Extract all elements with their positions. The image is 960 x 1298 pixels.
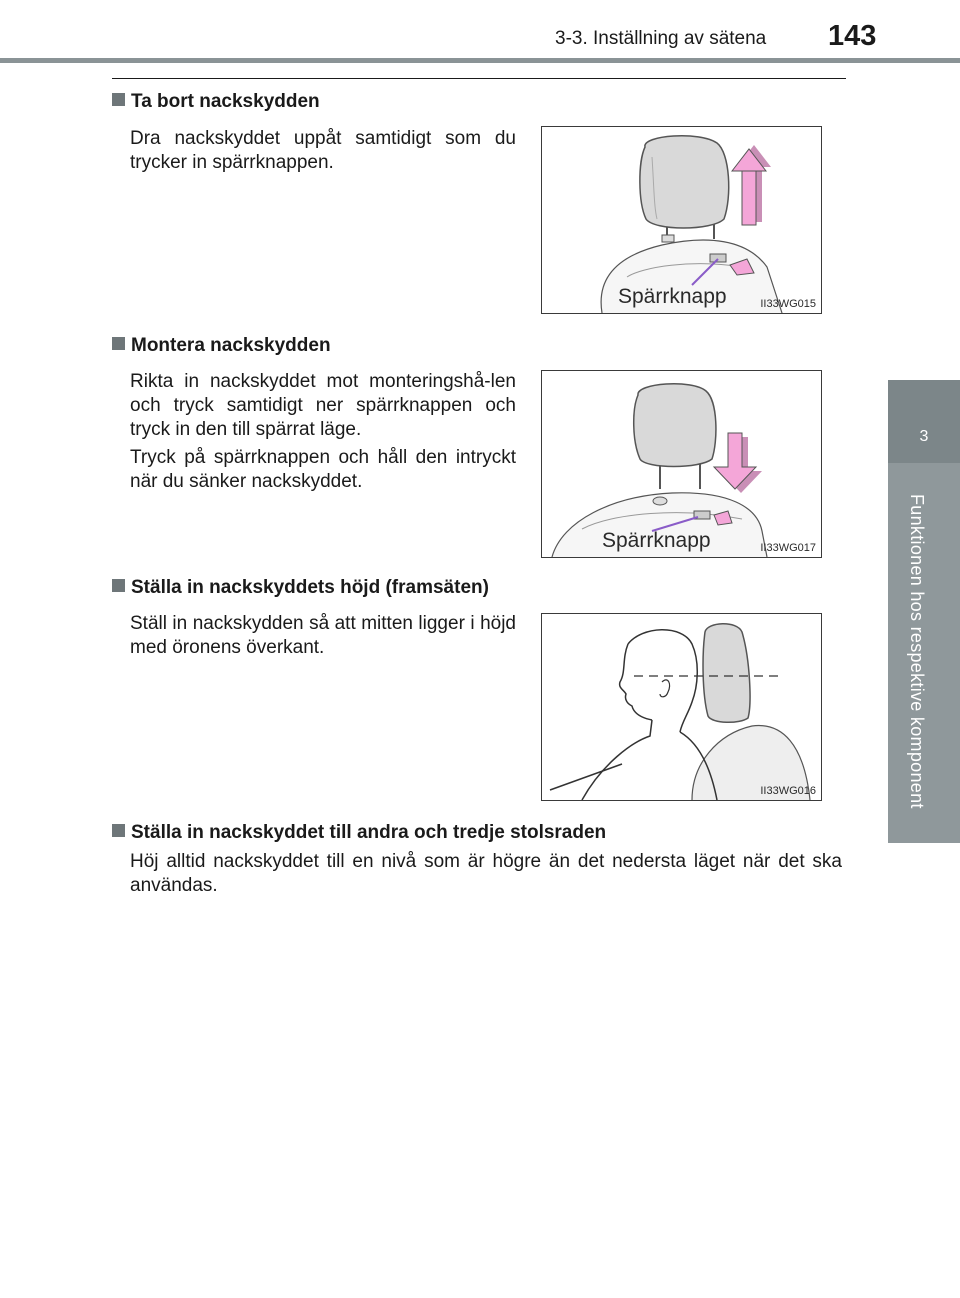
figure-code: II33WG015 — [760, 298, 816, 310]
paragraph: Höj alltid nackskyddet till en nivå som är högre än det nedersta läget när det ska användas. — [130, 851, 842, 896]
chapter-tab — [888, 380, 960, 463]
figure-code: II33WG016 — [760, 785, 816, 797]
section-heading: Montera nackskydden — [112, 335, 331, 357]
bullet-square-icon — [112, 93, 125, 106]
figure-headrest-height — [541, 613, 822, 801]
header-bar — [0, 58, 960, 63]
section-title: 3-3. Inställning av sätena — [555, 28, 767, 49]
chapter-number: 3 — [919, 428, 929, 445]
paragraph: Rikta in nackskyddet mot monteringshå-len och tryck samtidigt ner spärrknappen och tryck in den till spärrat läge. — [130, 371, 516, 440]
page-number: 143 — [828, 20, 877, 52]
section-heading: Ställa in nackskyddets höjd (framsäten) — [112, 577, 489, 599]
paragraph: Dra nackskyddet uppåt samtidigt som du trycker in spärrknappen. — [130, 128, 516, 173]
paragraph: Ställ in nackskydden så att mitten ligger i höjd med öronens överkant. — [130, 613, 516, 658]
figure-remove-headrest — [541, 126, 822, 314]
figure-code: II33WG017 — [760, 542, 816, 554]
section-heading: Ställa in nackskyddet till andra och tredje stolsraden — [112, 822, 606, 844]
section-heading: Ta bort nackskydden — [112, 91, 320, 113]
chapter-title: Funktionen hos respektive komponent — [907, 494, 927, 809]
bullet-square-icon — [112, 824, 125, 837]
release-button-label: Spärrknapp — [618, 285, 727, 308]
figure-install-headrest — [541, 370, 822, 558]
bullet-square-icon — [112, 337, 125, 350]
release-button-label: Spärrknapp — [602, 529, 711, 552]
paragraph: Tryck på spärrknappen och håll den intryckt när du sänker nackskyddet. — [130, 447, 516, 492]
header-rule — [112, 78, 846, 79]
bullet-square-icon — [112, 579, 125, 592]
